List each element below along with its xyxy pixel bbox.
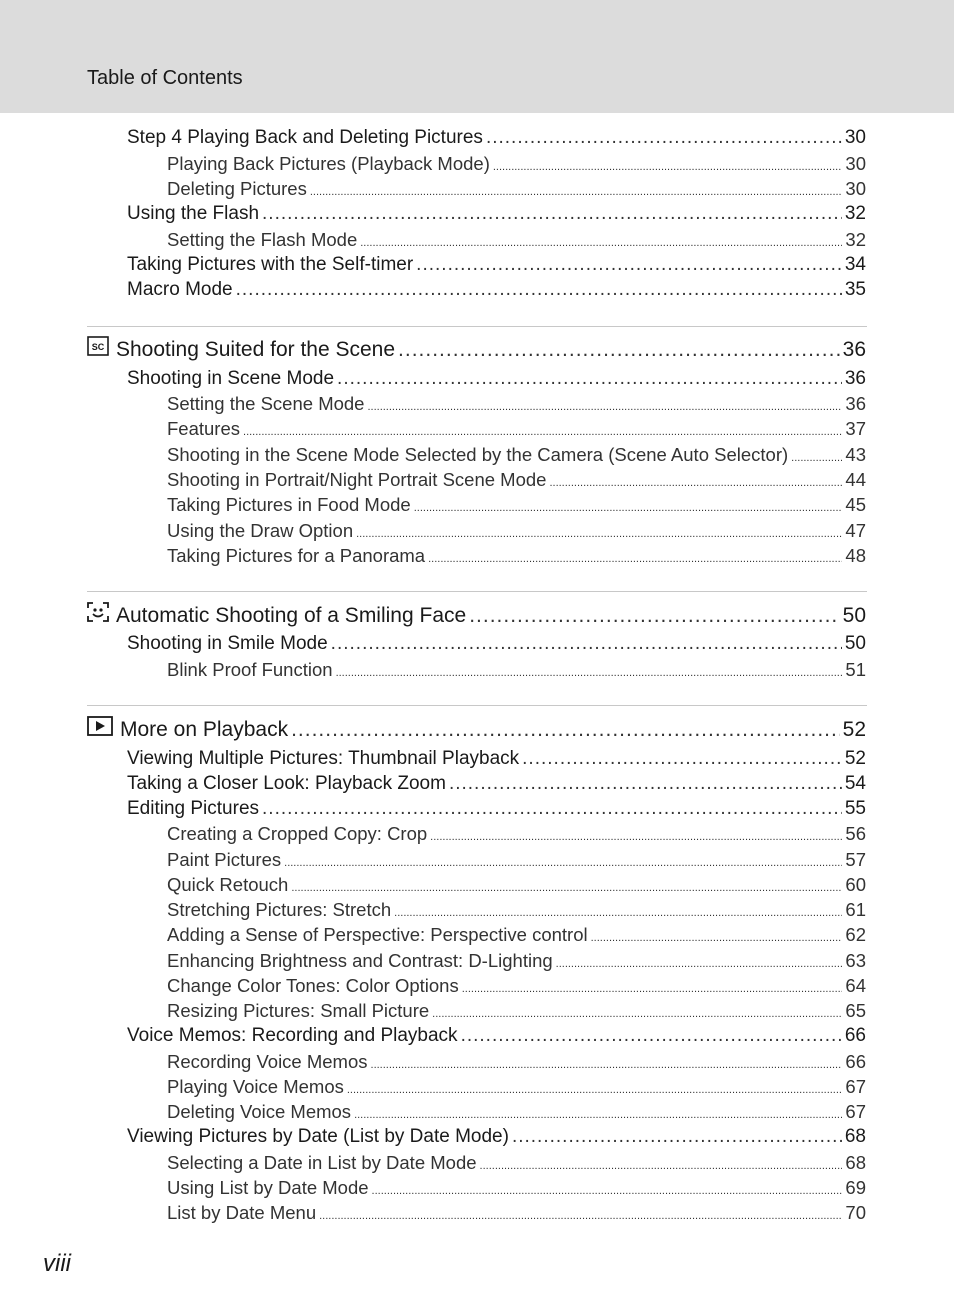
toc-subentry[interactable]: Taking Pictures for a Panorama ..... 48: [167, 545, 866, 567]
page-number: 66: [845, 1051, 866, 1072]
svg-text:SC: SC: [91, 342, 105, 352]
toc-subentry[interactable]: Shooting in Portrait/Night Portrait Scene Mode ..... 44: [167, 469, 866, 491]
page-number: 36: [844, 368, 866, 389]
smile-mode-icon: [87, 602, 109, 628]
toc-subentry[interactable]: Setting the Scene Mode ..... 36: [167, 393, 866, 415]
toc-subentry[interactable]: Change Color Tones: Color Options ..... 64: [167, 975, 866, 997]
page-number: 52: [844, 748, 866, 769]
page-number: 50: [842, 604, 866, 627]
toc-subentry[interactable]: Creating a Cropped Copy: Crop ..... 56: [167, 823, 866, 845]
toc-subentry[interactable]: Features ..... 37: [167, 418, 866, 440]
page-number: 64: [845, 975, 866, 996]
page-number: 57: [845, 849, 866, 870]
page-number: 30: [844, 127, 866, 148]
page-number: 61: [845, 899, 866, 920]
section-divider: [87, 326, 867, 327]
toc-subentry[interactable]: Taking Pictures in Food Mode ..... 45: [167, 494, 866, 516]
page-number: 69: [845, 1177, 866, 1198]
toc-entry[interactable]: Taking Pictures with the Self-timer ..... 34: [127, 254, 866, 276]
page-number: 30: [845, 153, 866, 174]
page-number: 67: [845, 1101, 866, 1122]
page-number: 37: [845, 418, 866, 439]
toc-subentry[interactable]: Paint Pictures ..... 57: [167, 849, 866, 871]
toc-entry[interactable]: Taking a Closer Look: Playback Zoom ..... 54: [127, 773, 866, 795]
toc-section[interactable]: More on Playback ..... 52: [87, 716, 866, 742]
page-number: 62: [845, 924, 866, 945]
toc-subentry[interactable]: Playing Voice Memos ..... 67: [167, 1076, 866, 1098]
page-number: 36: [842, 338, 866, 361]
section-divider: [87, 591, 867, 592]
page-number: 51: [845, 659, 866, 680]
page-number: 55: [844, 798, 866, 819]
playback-icon: [87, 716, 113, 742]
page-number: 45: [845, 494, 866, 515]
page-number: 32: [845, 229, 866, 250]
toc-entry[interactable]: Viewing Pictures by Date (List by Date Mode) ..... 68: [127, 1126, 866, 1148]
page-number: 34: [844, 254, 866, 275]
page-number: 48: [845, 545, 866, 566]
page-number: 65: [845, 1000, 866, 1021]
toc-subentry[interactable]: Resizing Pictures: Small Picture ..... 65: [167, 1000, 866, 1022]
toc-subentry[interactable]: Using the Draw Option ..... 47: [167, 520, 866, 542]
toc-subentry[interactable]: Selecting a Date in List by Date Mode ..... 68: [167, 1152, 866, 1174]
toc-entry[interactable]: Shooting in Scene Mode ..... 36: [127, 368, 866, 390]
toc-subentry[interactable]: Blink Proof Function ..... 51: [167, 659, 866, 681]
toc-entry[interactable]: Editing Pictures ..... 55: [127, 798, 866, 820]
toc-entry[interactable]: Using the Flash ..... 32: [127, 203, 866, 225]
toc-section[interactable]: Automatic Shooting of a Smiling Face ..... 50: [87, 602, 866, 628]
section-divider: [87, 705, 867, 706]
page-number: 47: [845, 520, 866, 541]
toc-section[interactable]: SC Shooting Suited for the Scene ..... 36: [87, 336, 866, 362]
toc-subentry[interactable]: Shooting in the Scene Mode Selected by the Camera (Scene Auto Selector) ..... 43: [167, 444, 866, 466]
page-folio: viii: [43, 1250, 71, 1277]
toc-subentry[interactable]: Using List by Date Mode ..... 69: [167, 1177, 866, 1199]
page-number: 44: [845, 469, 866, 490]
toc-subentry[interactable]: Setting the Flash Mode ..... 32: [167, 229, 866, 251]
toc-subentry[interactable]: Quick Retouch ..... 60: [167, 874, 866, 896]
toc-subentry[interactable]: Deleting Pictures ..... 30: [167, 178, 866, 200]
page-number: 36: [845, 393, 866, 414]
page-number: 50: [844, 633, 866, 654]
page-number: 43: [845, 444, 866, 465]
toc-subentry[interactable]: Recording Voice Memos ..... 66: [167, 1051, 866, 1073]
page-number: 56: [845, 823, 866, 844]
page-number: 67: [845, 1076, 866, 1097]
page-number: 63: [845, 950, 866, 971]
toc-subentry[interactable]: Playing Back Pictures (Playback Mode) ..... 30: [167, 153, 866, 175]
header-title: Table of Contents: [87, 67, 243, 89]
toc-subentry[interactable]: List by Date Menu ..... 70: [167, 1202, 866, 1224]
toc-subentry[interactable]: Stretching Pictures: Stretch ..... 61: [167, 899, 866, 921]
toc-entry[interactable]: Macro Mode ..... 35: [127, 279, 866, 301]
toc-entry[interactable]: Step 4 Playing Back and Deleting Pictures ..... 30: [127, 127, 866, 149]
toc-entry[interactable]: Shooting in Smile Mode ..... 50: [127, 633, 866, 655]
page-number: 68: [844, 1126, 866, 1147]
toc-subentry[interactable]: Adding a Sense of Perspective: Perspective control ..... 62: [167, 924, 866, 946]
toc-subentry[interactable]: Enhancing Brightness and Contrast: D-Lighting ..... 63: [167, 950, 866, 972]
page-header: [0, 0, 954, 113]
page-number: 52: [842, 718, 866, 741]
page-number: 30: [845, 178, 866, 199]
page-number: 35: [844, 279, 866, 300]
page-number: 68: [845, 1152, 866, 1173]
scene-mode-icon: [87, 336, 109, 362]
toc-entry[interactable]: Voice Memos: Recording and Playback ..... 66: [127, 1025, 866, 1047]
page-number: 66: [844, 1025, 866, 1046]
page-number: 60: [845, 874, 866, 895]
page-number: 70: [845, 1202, 866, 1223]
page-number: 54: [844, 773, 866, 794]
toc-subentry[interactable]: Deleting Voice Memos ..... 67: [167, 1101, 866, 1123]
toc-entry[interactable]: Viewing Multiple Pictures: Thumbnail Playback ..... 52: [127, 748, 866, 770]
page-number: 32: [844, 203, 866, 224]
